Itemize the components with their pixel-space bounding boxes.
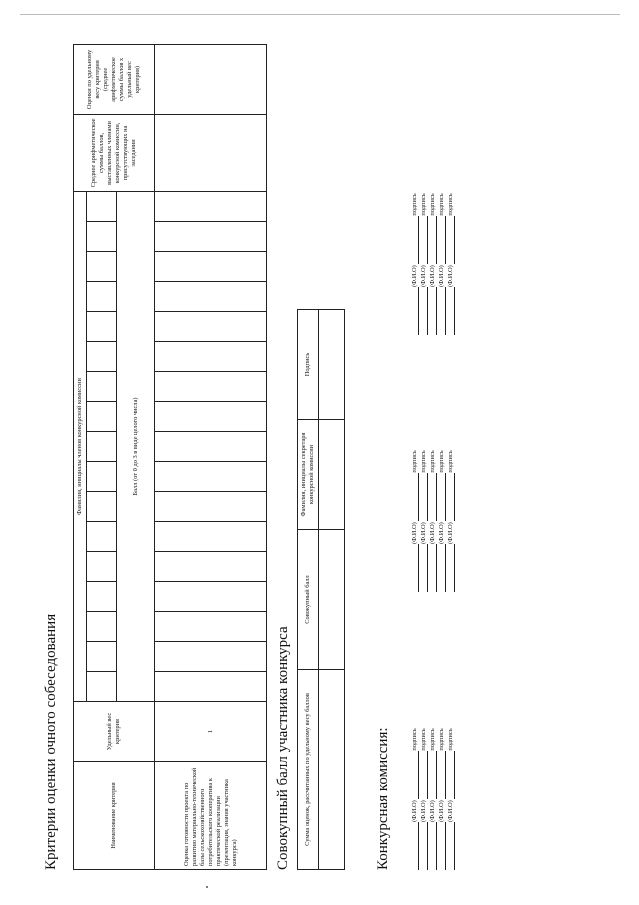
member-name-cell [87,312,117,342]
header-average: Среднее арифметическое суммы баллов, выставленных членами конкурсной комиссии, присутствующих на заседании [74,114,155,191]
score-cell [155,312,267,342]
name-line [412,822,419,870]
member-name-cell [87,672,117,702]
score-cell [155,191,267,221]
score-cell [155,672,267,702]
name-line [439,287,446,335]
commission-member-row: (Ф.И.О) подпись [437,450,446,592]
weighted-score-cell [155,44,267,114]
score-cell [155,252,267,282]
sum-weighted-cell [319,670,345,870]
commission-member-row: (Ф.И.О) подпись [446,450,455,592]
total-title: Совокупный балл участника конкурса [275,626,291,870]
signature-line [448,751,455,799]
header-weighted-score: Оценки по удельному весу критерия (среднее арифметическое суммы баллов х удельный вес критерия) [74,44,155,114]
signature-line [439,216,446,264]
score-cell [155,582,267,612]
name-line [439,544,446,592]
commission-member-row: (Ф.И.О) подпись [410,450,419,592]
score-hint-cell: Балл (от 0 до 3 в виде целого числа) [117,191,155,701]
name-line [430,822,437,870]
member-name-cell [87,252,117,282]
signature-line [421,751,428,799]
member-name-cell [87,282,117,312]
name-line [421,544,428,592]
name-line [421,287,428,335]
name-line [448,822,455,870]
criterion-weight-cell: 1 [155,702,267,762]
criteria-title: Критерии оценки очного собеседования [43,613,59,870]
member-name-cell [87,342,117,372]
total-score-cell [319,530,345,670]
name-line [412,544,419,592]
criteria-table [73,44,267,870]
score-cell [155,462,267,492]
name-line [421,822,428,870]
signature-line [448,216,455,264]
name-line [439,822,446,870]
header-secretary: Фамилия, инициалы секретаря конкурсной комиссии [298,420,319,530]
signature-line [430,751,437,799]
signature-line [412,751,419,799]
signature-line [412,473,419,521]
commission-member-row: (Ф.И.О) подпись [428,728,437,870]
commission-block-3 [410,193,455,335]
score-cell [155,642,267,672]
header-weight: Удельный вес критерия [74,702,155,762]
score-cell [155,372,267,402]
signature-line [421,216,428,264]
header-total-score: Совокупный балл [298,530,319,670]
commission-member-row: (Ф.И.О) подпись [419,193,428,335]
commission-member-row: (Ф.И.О) подпись [437,193,446,335]
signature-line [439,473,446,521]
score-cell [155,402,267,432]
signature-line [412,216,419,264]
member-name-cell [87,582,117,612]
member-name-cell [87,372,117,402]
name-line [448,544,455,592]
commission-member-row: (Ф.И.О) подпись [419,728,428,870]
commission-title: Конкурсная комиссия: [375,727,391,870]
commission-member-row: (Ф.И.О) подпись [428,450,437,592]
score-cell [155,222,267,252]
average-cell [155,114,267,191]
member-name-cell [87,222,117,252]
signature-line [448,473,455,521]
signature-line [430,216,437,264]
name-line [430,544,437,592]
commission-block-1 [410,728,455,870]
secretary-cell [319,420,345,530]
member-name-cell [87,522,117,552]
score-cell [155,282,267,312]
score-cell [155,492,267,522]
member-name-cell [87,612,117,642]
name-line [430,287,437,335]
signature-line [430,473,437,521]
member-name-cell [87,191,117,221]
commission-member-row: (Ф.И.О) подпись [437,728,446,870]
top-edge-line [20,14,620,15]
name-line [412,287,419,335]
signature-line [421,473,428,521]
member-name-cell [87,432,117,462]
total-table [297,309,345,870]
score-cell [155,612,267,642]
scan-speck [206,886,208,888]
score-cell [155,522,267,552]
criterion-name-cell: Оценка готовности проекта по развитию материально-технической базы сельскохозяйственного потребительского кооператива к практической реализации (презентация, знания участника конкурса) [155,762,267,870]
rotated-page-content [35,20,595,870]
commission-member-row: (Ф.И.О) подпись [446,193,455,335]
commission-member-row: (Ф.И.О) подпись [428,193,437,335]
score-cell [155,432,267,462]
member-name-cell [87,492,117,522]
score-cell [155,552,267,582]
header-commission-members: Фамилия, инициалы членов конкурсной комиссии [74,191,87,701]
member-name-cell [87,402,117,432]
signature-cell [319,310,345,420]
member-name-cell [87,642,117,672]
header-criterion-name: Наименование критерия [74,762,155,870]
header-signature: Подпись [298,310,319,420]
commission-member-row: (Ф.И.О) подпись [419,450,428,592]
commission-member-row: (Ф.И.О) подпись [410,728,419,870]
commission-block-2 [410,450,455,592]
commission-member-row: (Ф.И.О) подпись [410,193,419,335]
name-line [448,287,455,335]
signature-line [439,751,446,799]
commission-member-row: (Ф.И.О) подпись [446,728,455,870]
member-name-cell [87,552,117,582]
member-name-cell [87,462,117,492]
header-sum-weighted: Сумма оценок, рассчитанных по удельному весу баллов [298,670,319,870]
score-cell [155,342,267,372]
